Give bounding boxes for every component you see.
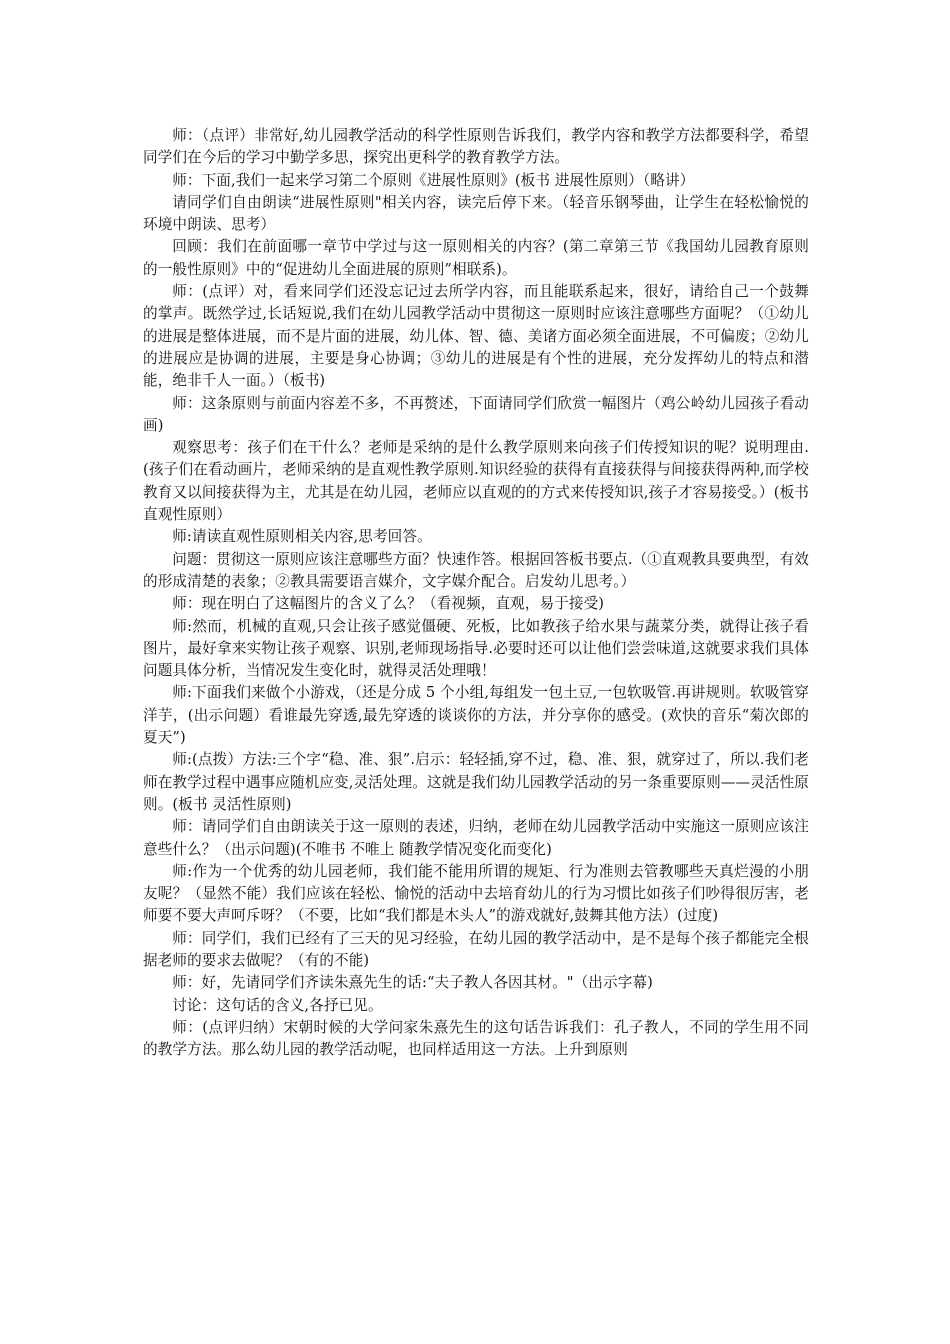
- paragraph: 师：（点评）非常好,幼儿园教学活动的科学性原则告诉我们，教学内容和教学方法都要科学，希望同学们在今后的学习中勤学多思，探究出更科学的教育教学方法。: [143, 127, 809, 167]
- paragraph: 师：(点评归纳）宋朝时候的大学问家朱熹先生的这句话告诉我们：孔子教人，不同的学生用不同的教学方法。那么幼儿园的教学活动呢，也同样适用这一方法。上升到原则: [143, 1018, 809, 1059]
- paragraph: 观察思考：孩子们在干什么？老师是采纳的是什么教学原则来向孩子们传授知识的呢？说明理由.(孩子们在看动画片，老师采纳的是直观性教学原则.知识经验的获得有直接获得与间接获得两种,而学校教育又以间接获得为主，尤其是在幼儿园，老师应以直观的的方式来传授知识,孩子才容易接受。）(板书 直观性原则）: [143, 439, 809, 524]
- paragraph: 师：请同学们自由朗读关于这一原则的表述，归纳，老师在幼儿园教学活动中实施这一原则应该注意些什么？（出示问题)(不唯书 不唯上 随教学情况变化而变化): [143, 818, 809, 858]
- paragraph: 请同学们自由朗读“进展性原则"相关内容，读完后停下来。（轻音乐钢琴曲，让学生在轻松愉悦的环境中朗读、思考）: [143, 193, 809, 234]
- paragraph: 回顾：我们在前面哪一章节中学过与这一原则相关的内容？(第二章第三节《我国幼儿园教育原则的一般性原则》中的“促进幼儿全面进展的原则”相联系)。: [143, 238, 809, 278]
- paragraph: 问题：贯彻这一原则应该注意哪些方面？快速作答。根据回答板书要点.（①直观教具要典型，有效的形成清楚的表象；②教具需要语言媒介，文字媒介配合。启发幼儿思考。）: [143, 550, 809, 590]
- paragraph: 师:请读直观性原则相关内容,思考回答。: [172, 528, 432, 546]
- paragraph: 师:作为一个优秀的幼儿园老师，我们能不能用所谓的规矩、行为准则去管教哪些天真烂漫的小朋友呢？（显然不能）我们应该在轻松、愉悦的活动中去培育幼儿的行为习惯比如孩子们吵得很厉害，老师要不要大声呵斥呀？（不要，比如“我们都是木头人”的游戏就好,鼓舞其他方法）(过度): [143, 862, 809, 925]
- paragraph: 师：这条原则与前面内容差不多，不再赘述，下面请同学们欣赏一幅图片（鸡公岭幼儿园孩子看动画): [143, 394, 809, 434]
- paragraph: 讨论：这句话的含义,各抒已见。: [172, 996, 383, 1014]
- paragraph: 师:(点拨）方法:三个字“稳、准、狠”.启示：轻轻插,穿不过，稳、准、狠，就穿过了，所以.我们老师在教学过程中遇事应随机应变,灵活处理。这就是我们幼儿园教学活动的另一条重要原则——灵活性原则。(板书 灵活性原则): [143, 751, 809, 813]
- paragraph: 师：现在明白了这幅图片的含义了么？（看视频，直观，易于接受): [172, 595, 605, 613]
- document-body: [143, 125, 809, 1061]
- paragraph: 师:下面我们来做个小游戏，（还是分成 5 个小组,每组发一包土豆,一包软吸管.再讲规则。软吸管穿洋芋，(出示问题）看谁最先穿透,最先穿透的谈谈你的方法，并分享你的感受。(欢快的音乐“菊次郎的夏天”): [143, 684, 809, 747]
- paragraph: 师：同学们，我们已经有了三天的见习经验，在幼儿园的教学活动中，是不是每个孩子都能完全根据老师的要求去做呢？（有的不能): [143, 929, 809, 969]
- paragraph: 师：下面,我们一起来学习第二个原则《进展性原则》(板书 进展性原则）（略讲）: [172, 171, 695, 189]
- paragraph: 师：(点评）对，看来同学们还没忘记过去所学内容，而且能联系起来，很好，请给自己一个鼓舞的掌声。既然学过,长话短说,我们在幼儿园教学活动中贯彻这一原则时应该注意哪些方面呢？（①幼儿的进展是整体进展，而不是片面的进展，幼儿体、智、德、美诸方面必须全面进展，不可偏废；②幼儿的进展应是协调的进展，主要是身心协调；③幼儿的进展是有个性的进展，充分发挥幼儿的特点和潜能，绝非千人一面。）（板书): [143, 283, 809, 390]
- paragraph: 师：好，先请同学们齐读朱熹先生的话:“夫子教人各因其材。"（出示字幕): [172, 974, 653, 992]
- paragraph: 师:然而，机械的直观,只会让孩子感觉僵硬、死板，比如教孩子给水果与蔬菜分类，就得让孩子看图片，最好拿来实物让孩子观察、识别,老师现场指导.必要时还可以让他们尝尝味道,这就要求我们具体问题具体分析，当情况发生变化时，就得灵活处理哦！: [143, 617, 809, 680]
